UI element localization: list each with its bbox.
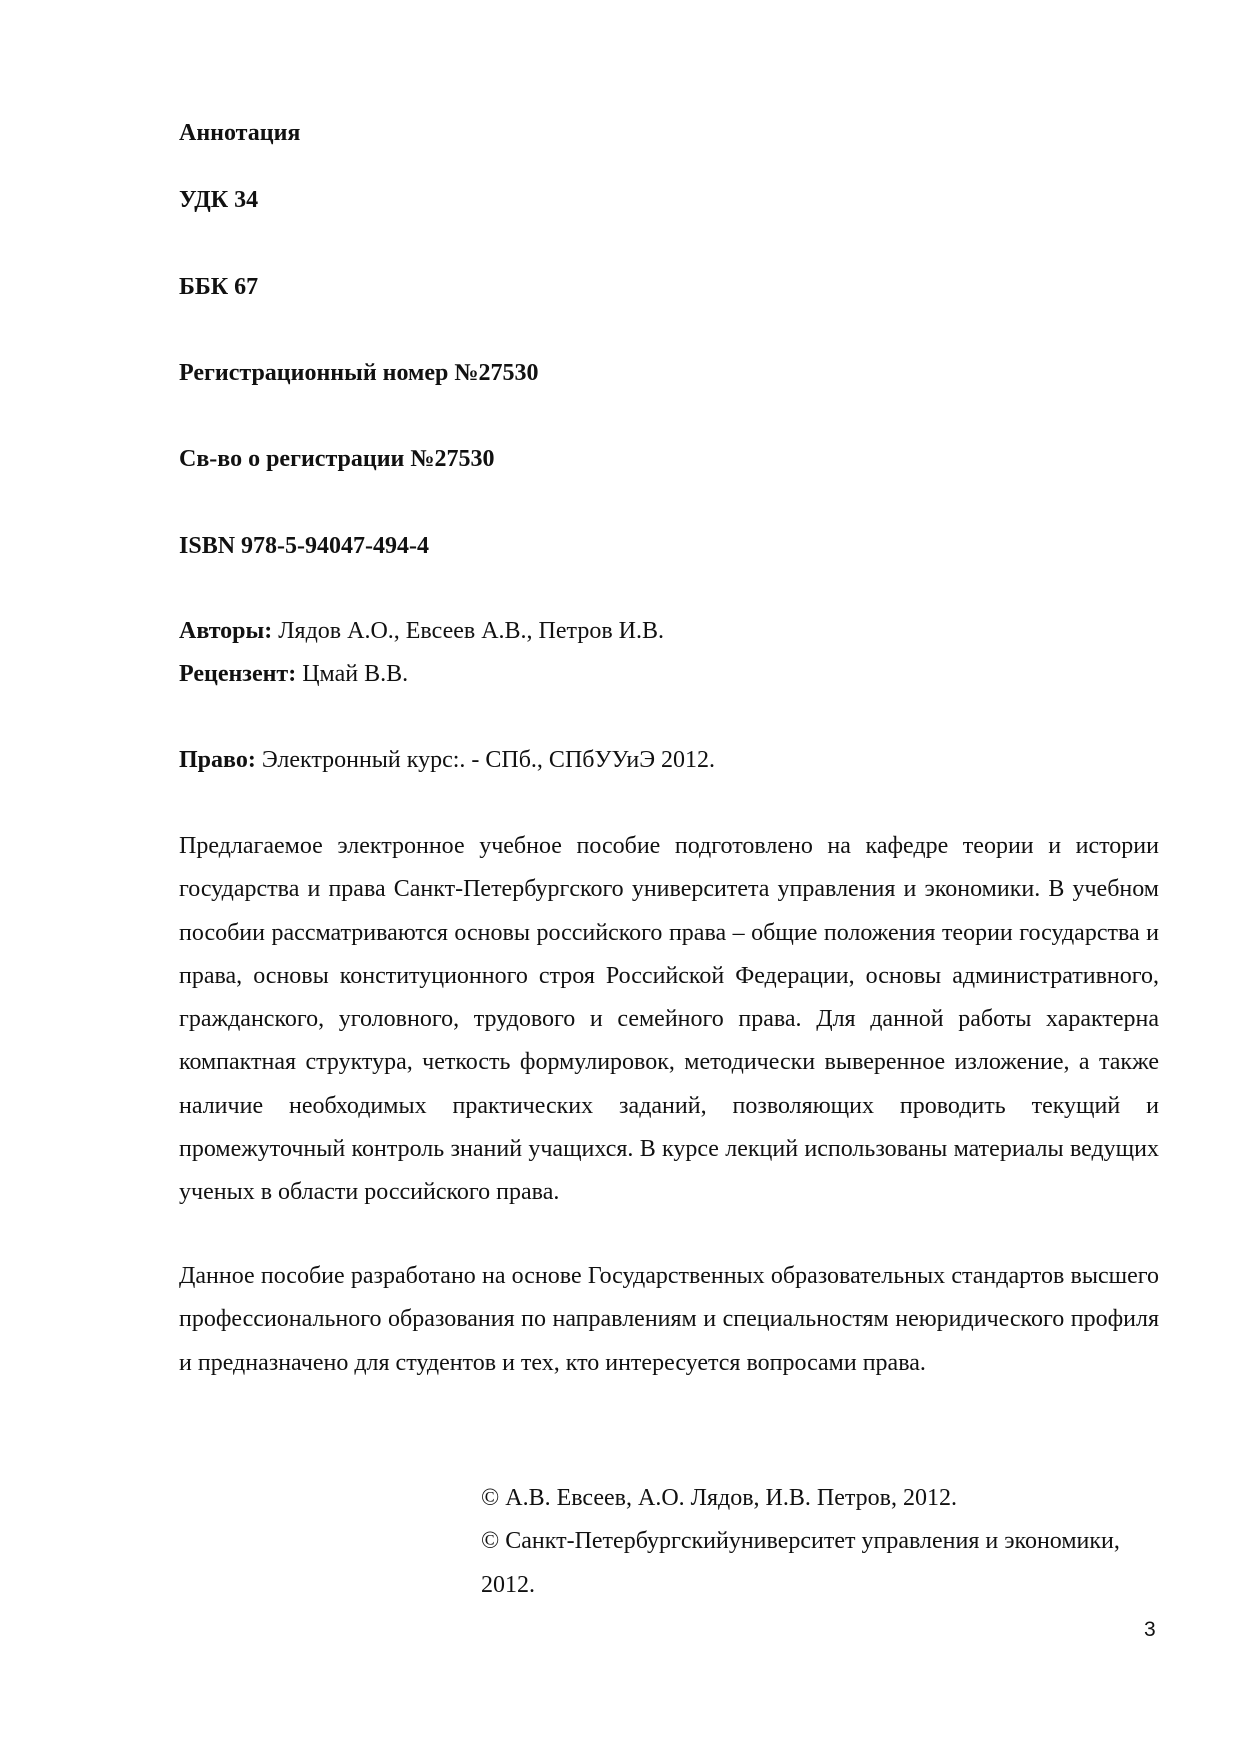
reviewer-label: Рецензент: xyxy=(179,661,297,687)
authors-label: Авторы: xyxy=(179,618,273,644)
copyright-university: © Санкт-Петербургскийуниверситет управления и экономики, 2012. xyxy=(481,1528,1120,1598)
citation-value: Электронный курс:. - СПб., СПбУУиЭ 2012. xyxy=(255,747,716,773)
reviewer-value: Цмай В.В. xyxy=(296,661,409,687)
description-paragraph: Предлагаемое электронное учебное пособие подготовлено на кафедре теории и истории государства и права Санкт-Петербургского университета управления и экономики. В учебном пособии рассматриваются основы российского права – общие положения теории государства и права, основы конституционного строя Российской Федерации, основы административного, гражданского, уголовного, трудового и семейного права. Для данной работы характерна компактная структура, четкость формулировок, методически выверенное изложение, а также наличие необходимых практических заданий, позволяющих проводить текущий и промежуточный контроль знаний учащихся. В курсе лекций использованы материалы ведущих ученых в области российского права. xyxy=(179,833,1159,1206)
authors-line xyxy=(179,616,664,646)
citation-line xyxy=(179,745,715,775)
reviewer-line xyxy=(179,659,408,689)
udk-code: УДК 34 xyxy=(179,187,259,213)
registration-certificate: Св-во о регистрации №27530 xyxy=(179,446,495,472)
copyright-authors: © А.В. Евсеев, А.О. Лядов, И.В. Петров, 2012. xyxy=(481,1485,957,1511)
standards-paragraph: Данное пособие разработано на основе Государственных образовательных стандартов высшего профессионального образования по направлениям и специальностям неюридического профиля и предназначено для студентов и тех, кто интересуется вопросами права. xyxy=(179,1263,1159,1376)
bbk-code: ББК 67 xyxy=(179,274,259,300)
citation-label: Право: xyxy=(179,747,256,773)
registration-number: Регистрационный номер №27530 xyxy=(179,360,539,386)
authors-value: Лядов А.О., Евсеев А.В., Петров И.В. xyxy=(272,618,664,644)
annotation-heading: Аннотация xyxy=(179,120,301,146)
isbn: ISBN 978-5-94047-494-4 xyxy=(179,533,429,559)
page-number: 3 xyxy=(1144,1618,1156,1641)
